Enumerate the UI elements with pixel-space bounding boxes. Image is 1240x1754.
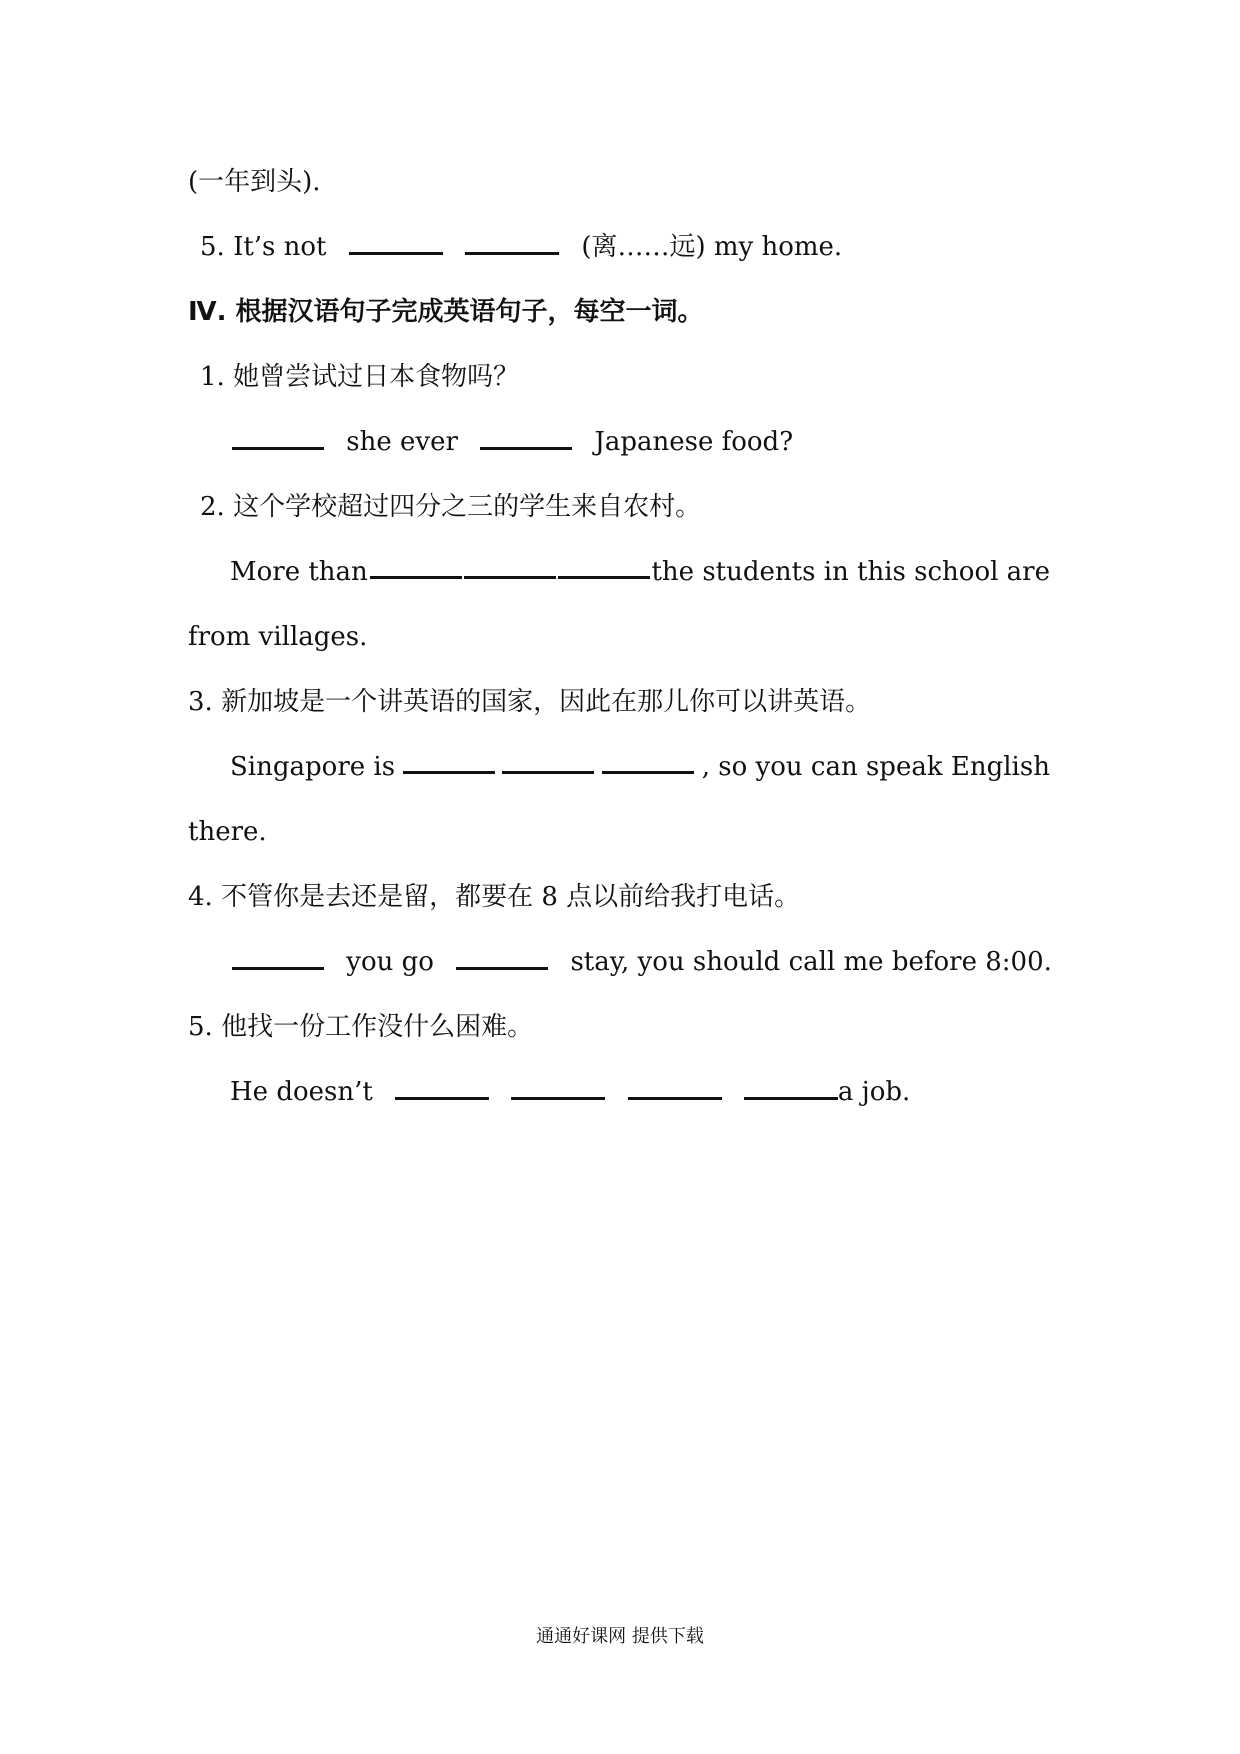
section-heading: Ⅳ. 根据汉语句子完成英语句子，每空一词。 [188, 297, 704, 327]
answer-blank[interactable] [456, 945, 548, 970]
answer-blank[interactable] [511, 1075, 605, 1100]
item-1-chinese: 1. 她曾尝试过日本食物吗？ [200, 362, 520, 392]
prev-item-5: 5. It’s not (离……远) my home. [200, 232, 843, 262]
item-2-chinese: 2. 这个学校超过四分之三的学生来自农村。 [200, 492, 702, 522]
item-4-english: you go stay, you should call me before 8:00. [232, 944, 1052, 980]
item-5-chinese: 5. 他找一份工作没什么困难。 [188, 1012, 534, 1042]
answer-blank[interactable] [464, 554, 556, 579]
item-1-english: she ever Japanese food? [232, 424, 793, 460]
answer-blank[interactable] [602, 749, 694, 774]
answer-blank[interactable] [349, 230, 443, 255]
answer-blank[interactable] [480, 425, 572, 450]
item-4-chinese: 4. 不管你是去还是留，都要在 8 点以前给我打电话。 [188, 882, 801, 912]
item-2-english: More than the students in this school are [230, 554, 1050, 590]
item-5-english: He doesn’t a job. [230, 1077, 911, 1107]
item-3-english: Singapore is , so you can speak English [230, 749, 1050, 785]
answer-blank[interactable] [558, 554, 650, 579]
answer-blank[interactable] [232, 425, 324, 450]
answer-blank[interactable] [232, 945, 324, 970]
continued-text: (一年到头). [188, 167, 321, 197]
answer-blank[interactable] [370, 554, 462, 579]
item-3-chinese: 3. 新加坡是一个讲英语的国家，因此在那儿你可以讲英语。 [188, 687, 872, 717]
item-2-continuation: from villages. [188, 622, 368, 652]
item-3-continuation: there. [188, 817, 267, 847]
answer-blank[interactable] [628, 1075, 722, 1100]
answer-blank[interactable] [502, 749, 594, 774]
answer-blank[interactable] [744, 1075, 838, 1100]
answer-blank[interactable] [395, 1075, 489, 1100]
answer-blank[interactable] [465, 230, 559, 255]
page-footer: 通通好课网 提供下载 [536, 1626, 704, 1647]
answer-blank[interactable] [403, 749, 495, 774]
